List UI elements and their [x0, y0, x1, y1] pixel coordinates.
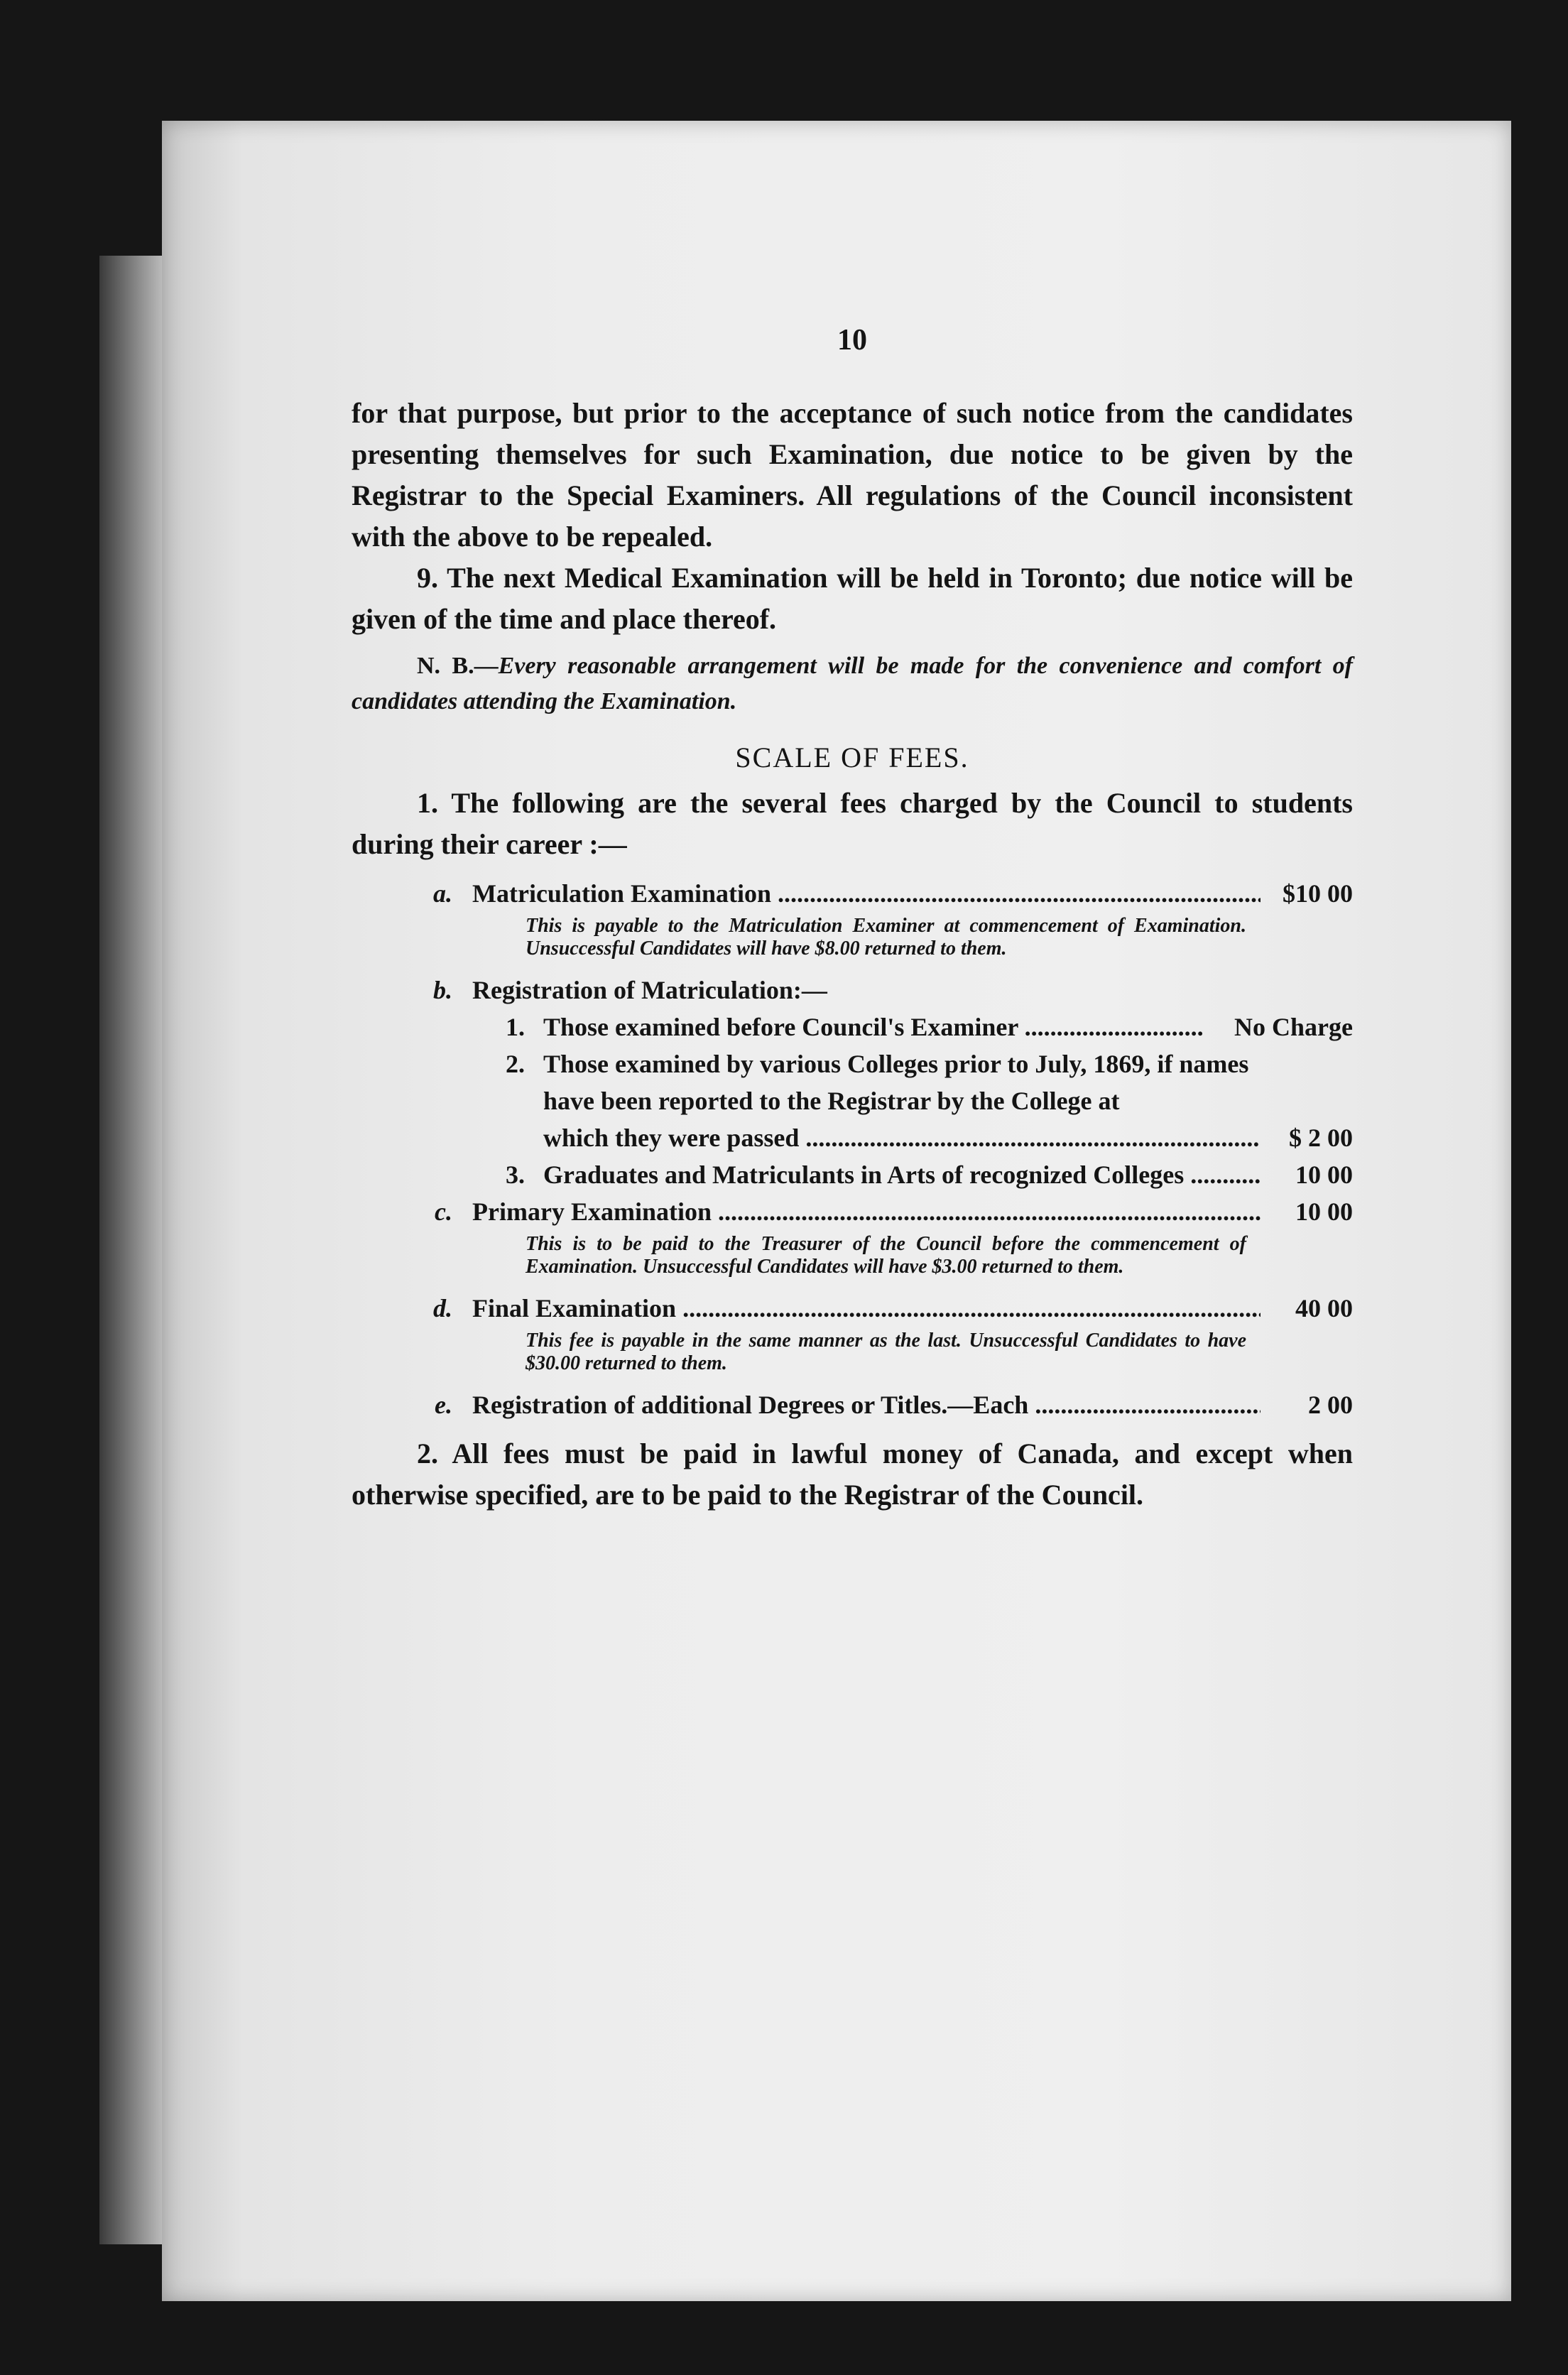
fee-label: Matriculation Examination .....	[472, 875, 1261, 912]
fee-letter: d.	[433, 1294, 452, 1322]
fee-subitem-b3	[352, 1156, 1353, 1193]
subitem-amount: No Charge	[1234, 1013, 1353, 1041]
subitem-number: 3.	[506, 1161, 525, 1189]
subitem-number: 2.	[506, 1050, 525, 1078]
fee-letter: e.	[435, 1391, 452, 1419]
fee-amount: $10 00	[1283, 879, 1353, 908]
subitem-amount: 10 00	[1295, 1161, 1353, 1189]
fees-intro: 1. The following are the several fees charged by the Council to students during their career :—	[352, 787, 1353, 860]
subitem-label: Those examined by various Colleges prior to July, 1869, if names have been reported to the Registrar by the College at	[543, 1050, 1249, 1115]
subitem-number: 1.	[506, 1013, 525, 1041]
fee-subitem-b2-last-line	[352, 1119, 1353, 1156]
fee-item-c	[352, 1193, 1353, 1230]
fee-label: Final Examination .....	[472, 1290, 1261, 1327]
book-spine-edge	[99, 256, 163, 2244]
section-title-scale-of-fees: SCALE OF FEES.	[735, 741, 969, 773]
fee-item-b	[352, 972, 1353, 1009]
page-content	[352, 323, 1353, 1516]
subitem-label: Those examined before Council's Examiner .....	[543, 1009, 1204, 1045]
fee-amount: 2 00	[1308, 1391, 1353, 1419]
fee-label: Registration of additional Degrees or Titles.—Each .....	[472, 1386, 1261, 1423]
fee-label: Registration of Matriculation:—	[472, 976, 827, 1004]
paragraph-9: 9. The next Medical Examination will be held in Toronto; due notice will be given of the time and place thereof.	[352, 562, 1353, 635]
fee-item-e	[352, 1386, 1353, 1423]
fee-subitem-b1	[352, 1009, 1353, 1045]
fee-note-d: This fee is payable in the same manner as the last. Unsuccessful Candidates to have $30.00 returned to them.	[526, 1330, 1246, 1374]
fee-note-c: This is to be paid to the Treasurer of the Council before the commencement of Examination. Unsuccessful Candidates will have $3.00 returned to them.	[526, 1233, 1246, 1278]
fee-note-a: This is payable to the Matriculation Examiner at commencement of Examination. Unsuccessful Candidates will have $8.00 returned to them.	[526, 915, 1246, 960]
fee-letter: c.	[435, 1197, 452, 1226]
fees-closing: 2. All fees must be paid in lawful money of Canada, and except when otherwise specified, are to be paid to the Registrar of the Council.	[352, 1438, 1353, 1511]
fee-letter: a.	[433, 879, 452, 908]
fee-item-a	[352, 875, 1353, 912]
fee-label: Primary Examination .....	[472, 1193, 1261, 1230]
fee-item-d	[352, 1290, 1353, 1327]
paragraph-continued: for that purpose, but prior to the acceptance of such notice from the candidates presenting themselves for such Examination, due notice to be given by the Registrar to the Special Examiners. All regulations of the Council inconsistent with the above to be repealed.	[352, 397, 1353, 553]
nb-note	[352, 648, 1353, 719]
subitem-amount: $ 2 00	[1289, 1124, 1353, 1152]
fee-letter: b.	[433, 976, 452, 1004]
page-number: 10	[837, 324, 867, 357]
subitem-label: Graduates and Matriculants in Arts of recognized Colleges .....	[543, 1156, 1261, 1193]
nb-label: N. B.—	[417, 653, 499, 679]
subitem-label-continued: which they were passed .....	[543, 1119, 1261, 1156]
fee-amount: 40 00	[1295, 1294, 1353, 1322]
fee-amount: 10 00	[1295, 1197, 1353, 1226]
nb-text: Every reasonable arrangement will be made for the convenience and comfort of candidates attending the Examination.	[352, 653, 1353, 714]
fee-subitem-b2	[352, 1045, 1353, 1119]
